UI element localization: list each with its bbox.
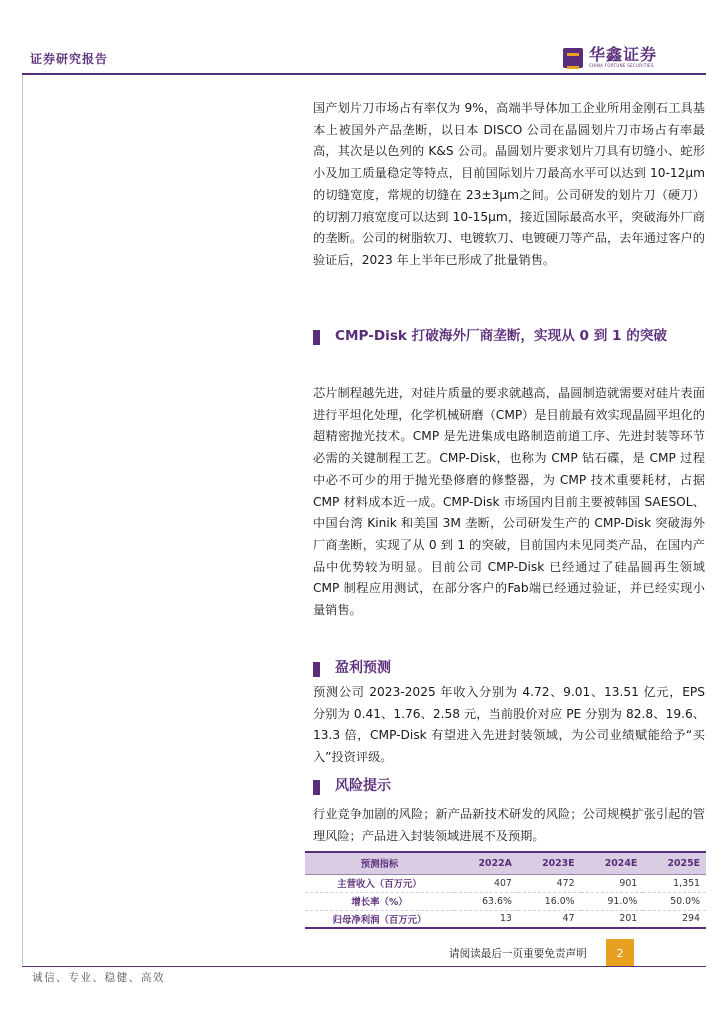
table-cell: 472 — [518, 874, 581, 892]
company-logo — [563, 46, 657, 69]
table-row — [305, 874, 706, 892]
body-paragraph-dicing-blade: 国产划片刀市场占有率仅为 9%，高端半导体加工企业所用金刚石工具基本上被国外产品垄断，以日本 DISCO 公司在晶圆划片刀市场占有率最高，其次是以色列的 K&S 公司。晶圆划片要求划片刀具有切缝小、蛇形小及加工质量稳定等特点，目前国际划片刀最高水平可以达到 10-12μm的切缝宽度，常规的切缝在 23±3μm之间。公司研发的划片刀（硬刀）的切割刀痕宽度可以达到 10-15μm，接近国际最高水平，突破海外厂商的垄断。公司的树脂软刀、电镀软刀、电镀硬刀等产品，去年通过客户的验证后，2023 年上半年已形成了批量销售。 — [313, 101, 705, 267]
table-cell: 63.6% — [454, 892, 518, 910]
column-header: 预测指标 — [305, 852, 454, 874]
table-cell: 16.0% — [518, 892, 581, 910]
table-cell: 201 — [581, 910, 644, 928]
table-header-row — [305, 852, 706, 874]
report-type-label: 证券研究报告 — [30, 52, 109, 66]
logo-name: 华鑫证券 — [589, 45, 658, 64]
table-cell: 50.0% — [643, 892, 706, 910]
body-paragraph-risk: 行业竞争加剧的风险；新产品新技术研发的风险；公司规模扩张引起的管理风险；产品进入封装领域进展不及预期。 — [313, 807, 705, 843]
column-header: 2025E — [643, 852, 706, 874]
heading-bar-icon — [313, 330, 320, 345]
footer-slogan: 诚信、专业、稳健、高效 — [32, 972, 166, 984]
table-cell: 407 — [454, 874, 518, 892]
table-cell: 1,351 — [643, 874, 706, 892]
page-number-badge: 2 — [606, 939, 634, 967]
table-cell: 91.0% — [581, 892, 644, 910]
footer-divider — [22, 966, 706, 967]
section-heading-text: CMP-Disk 打破海外厂商垄断，实现从 0 到 1 的突破 — [335, 328, 668, 344]
row-label: 归母净利润（百万元） — [305, 910, 454, 928]
body-paragraph-forecast: 预测公司 2023-2025 年收入分别为 4.72、9.01、13.51 亿元，EPS 分别为 0.41、1.76、2.58 元，当前股价对应 PE 分别为 82.8、19.6、13.3 倍，CMP-Disk 有望进入先进封装领域，为公司业绩赋能给予“买入”投资评级。 — [313, 685, 705, 765]
logo-english-name: CHINA FORTUNE SECURITIES — [589, 63, 654, 68]
disclaimer-note: 请阅读最后一页重要免责声明 — [449, 948, 587, 960]
section-heading-risk — [313, 776, 705, 796]
heading-bar-icon — [313, 780, 320, 795]
heading-bar-icon — [313, 662, 320, 677]
column-header: 2022A — [454, 852, 518, 874]
logo-mark-icon — [563, 48, 583, 68]
forecast-table — [305, 851, 706, 929]
row-label: 主营收入（百万元） — [305, 874, 454, 892]
table-cell: 901 — [581, 874, 644, 892]
body-paragraph-cmp: 芯片制程越先进，对硅片质量的要求就越高，晶圆制造就需要对硅片表面进行平坦化处理，化学机械研磨（CMP）是目前最有效实现晶圆平坦化的超精密抛光技术。CMP 是先进集成电路制造前道工序、先进封装等环节必需的关键制程工艺。CMP-Disk，也称为 CMP 钻石碟，是 CMP 过程中必不可少的用于抛光垫修磨的修整器，为 CMP 技术重要耗材，占据 CMP 材料成本近一成。CMP-Disk 市场国内目前主要被韩国 SAESOL、中国台湾 Kinik 和美国 3M 垄断，公司研发生产的 CMP-Disk 突破海外厂商垄断，实现了从 0 到 1 的突破，目前国内未见同类产品，在国内产品中优势较为明显。目前公司 CMP-Disk 已经通过了硅晶圆再生领域 CMP 制程应用测试，在部分客户的Fab端已经通过验证，并已经实现小量销售。 — [313, 386, 705, 618]
left-margin-divider — [22, 75, 23, 965]
table-row — [305, 892, 706, 910]
section-heading-forecast — [313, 658, 705, 678]
section-heading-text: 风险提示 — [335, 778, 391, 794]
section-heading-cmp-disk — [313, 326, 705, 347]
table-cell: 13 — [454, 910, 518, 928]
section-heading-text: 盈利预测 — [335, 660, 391, 676]
table-row — [305, 910, 706, 928]
row-label: 增长率（%） — [305, 892, 454, 910]
header-divider — [22, 73, 706, 75]
column-header: 2023E — [518, 852, 581, 874]
table-cell: 47 — [518, 910, 581, 928]
column-header: 2024E — [581, 852, 644, 874]
table-cell: 294 — [643, 910, 706, 928]
